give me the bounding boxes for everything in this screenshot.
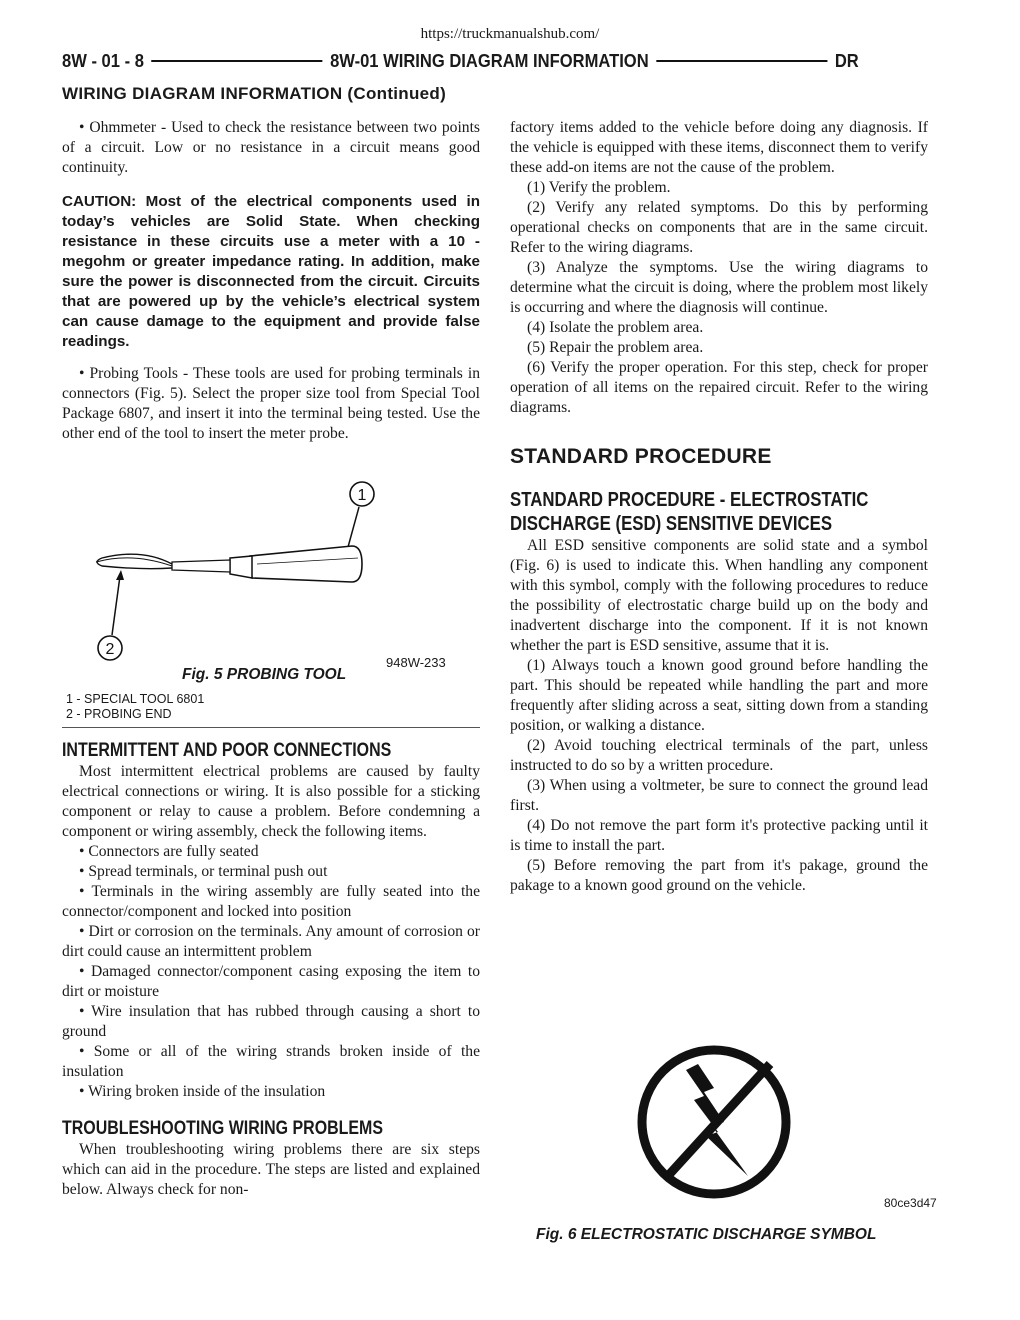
- left-column-bottom: [62, 740, 480, 1200]
- esd-step: (5) Before removing the part from it's pakage, ground the pakage to a known good ground on the vehicle.: [510, 857, 928, 894]
- esd-heading-line1: STANDARD PROCEDURE - ELECTROSTATIC: [510, 489, 869, 511]
- esd-heading-line2: DISCHARGE (ESD) SENSITIVE DEVICES: [510, 513, 833, 535]
- header-rule-right: [656, 60, 827, 62]
- list-item: • Terminals in the wiring assembly are fully seated into the connector/component and locked into position: [62, 883, 480, 920]
- section-continued-heading: WIRING DIAGRAM INFORMATION (Continued): [62, 84, 447, 103]
- legend-item-2: 2 - PROBING END: [66, 707, 172, 721]
- esd-step: (3) When using a voltmeter, be sure to connect the ground lead first.: [510, 777, 928, 814]
- chapter-title: 8W-01 WIRING DIAGRAM INFORMATION: [330, 50, 649, 71]
- right-column: [510, 118, 928, 896]
- probing-tools-bullet: • Probing Tools - These tools are used for probing terminals in connectors (Fig. 5). Select the proper size tool from Special Tool Package 6807, and insert it into the terminal being tested. Use the other end of the tool to insert the meter probe.: [62, 365, 480, 442]
- esd-step: (4) Do not remove the part form it's protective packing until it is time to install the part.: [510, 817, 928, 854]
- standard-procedure-heading: STANDARD PROCEDURE: [510, 445, 772, 468]
- tool-shaft: [172, 560, 230, 572]
- list-item: • Spread terminals, or terminal push out: [79, 863, 328, 880]
- legend-item-1: 1 - SPECIAL TOOL 6801: [66, 692, 205, 706]
- list-item: • Dirt or corrosion on the terminals. Any amount of corrosion or dirt could cause an intermittent problem: [62, 923, 480, 960]
- callout-2-label: 2: [105, 641, 115, 658]
- tool-handle: [250, 546, 362, 582]
- list-item: • Damaged connector/component casing exposing the item to dirt or moisture: [62, 963, 480, 1000]
- fig5-legend: [66, 692, 204, 722]
- callout-1-label: 1: [357, 487, 367, 504]
- probe-tip-loop: [97, 554, 172, 569]
- troubleshooting-heading: TROUBLESHOOTING WIRING PROBLEMS: [62, 1118, 383, 1139]
- callout-2-arrowhead: [116, 570, 124, 580]
- step-item: (5) Repair the problem area.: [527, 339, 704, 356]
- model-code: DR: [834, 50, 859, 71]
- callout-2-leader: [112, 576, 120, 635]
- intermittent-heading: INTERMITTENT AND POOR CONNECTIONS: [62, 740, 392, 761]
- esd-step: (1) Always touch a known good ground before handling the part. This should be repeated while handling the part and more frequently after sliding across a seat, sitting down from a standing position, or walking a distance.: [510, 657, 928, 734]
- ohmmeter-bullet: • Ohmmeter - Used to check the resistance between two points of a circuit. Low or no resistance in a circuit means good continuity.: [62, 119, 480, 176]
- page-header: [62, 50, 859, 72]
- page-number: 8W - 01 - 8: [62, 50, 144, 71]
- list-item: • Wiring broken inside of the insulation: [79, 1083, 326, 1100]
- intermittent-intro: Most intermittent electrical problems are caused by faulty electrical connections or wiring. It is also possible for a sticking component or relay to cause a problem. Before condemning a component or wiring assembly, check the following items.: [62, 763, 480, 840]
- step-item: (4) Isolate the problem area.: [527, 319, 704, 336]
- esd-symbol-figure: [636, 1040, 796, 1204]
- figure-divider: [62, 727, 480, 728]
- list-item: • Wire insulation that has rubbed through causing a short to ground: [62, 1003, 480, 1040]
- left-column-top: [62, 118, 480, 444]
- fig6-caption: Fig. 6 ELECTROSTATIC DISCHARGE SYMBOL: [536, 1226, 877, 1243]
- list-item: • Connectors are fully seated: [79, 843, 259, 860]
- fig5-id: 948W-233: [386, 655, 446, 670]
- header-rule-left: [151, 60, 322, 62]
- esd-step: (2) Avoid touching electrical terminals of the part, unless instructed to do so by a written procedure.: [510, 737, 928, 774]
- list-item: • Some or all of the wiring strands broken inside of the insulation: [62, 1043, 480, 1080]
- esd-intro: All ESD sensitive components are solid state and a symbol (Fig. 6) is used to indicate this. When handling any component with this symbol, comply with the following procedures to reduce the possibility of electrostatic charge build up on the body and inadvertent discharge into the component. If it is not known whether the part is ESD sensitive, assume that it is.: [510, 537, 928, 654]
- step-item: (1) Verify the problem.: [527, 179, 671, 196]
- fig6-id: 80ce3d47: [884, 1196, 937, 1210]
- step-item: (3) Analyze the symptoms. Use the wiring diagrams to determine what the circuit is doing, where the problem most likely is occurring and where the diagnosis will continue.: [510, 259, 928, 316]
- continuation-text: factory items added to the vehicle before doing any diagnosis. If the vehicle is equipped with these items, disconnect them to verify these add-on items are not the cause of the problem.: [510, 119, 928, 176]
- troubleshooting-text: When troubleshooting wiring problems there are six steps which can aid in the procedure. The steps are listed and explained below. Always check for non-: [62, 1141, 480, 1198]
- caution-notice: CAUTION: Most of the electrical components used in today’s vehicles are Solid State. When checking resistance in these circuits use a meter with a 10 - megohm or greater impedance rating. In addition, make sure the power is disconnected from the circuit. Circuits that are powered up by the vehicle’s electrical system can cause damage to the equipment and provide false readings.: [62, 193, 480, 350]
- step-item: (6) Verify the proper operation. For this step, check for proper operation of all items on the repaired circuit. Refer to the wiring diagrams.: [510, 359, 928, 416]
- fig5-caption: Fig. 5 PROBING TOOL: [182, 666, 347, 683]
- tool-collar: [230, 556, 252, 578]
- esd-hand-bolt: [686, 1064, 748, 1176]
- step-item: (2) Verify any related symptoms. Do this by performing operational checks on components that are in the same circuit. Refer to the wiring diagrams.: [510, 199, 928, 256]
- source-url: https://truckmanualshub.com/: [420, 26, 600, 42]
